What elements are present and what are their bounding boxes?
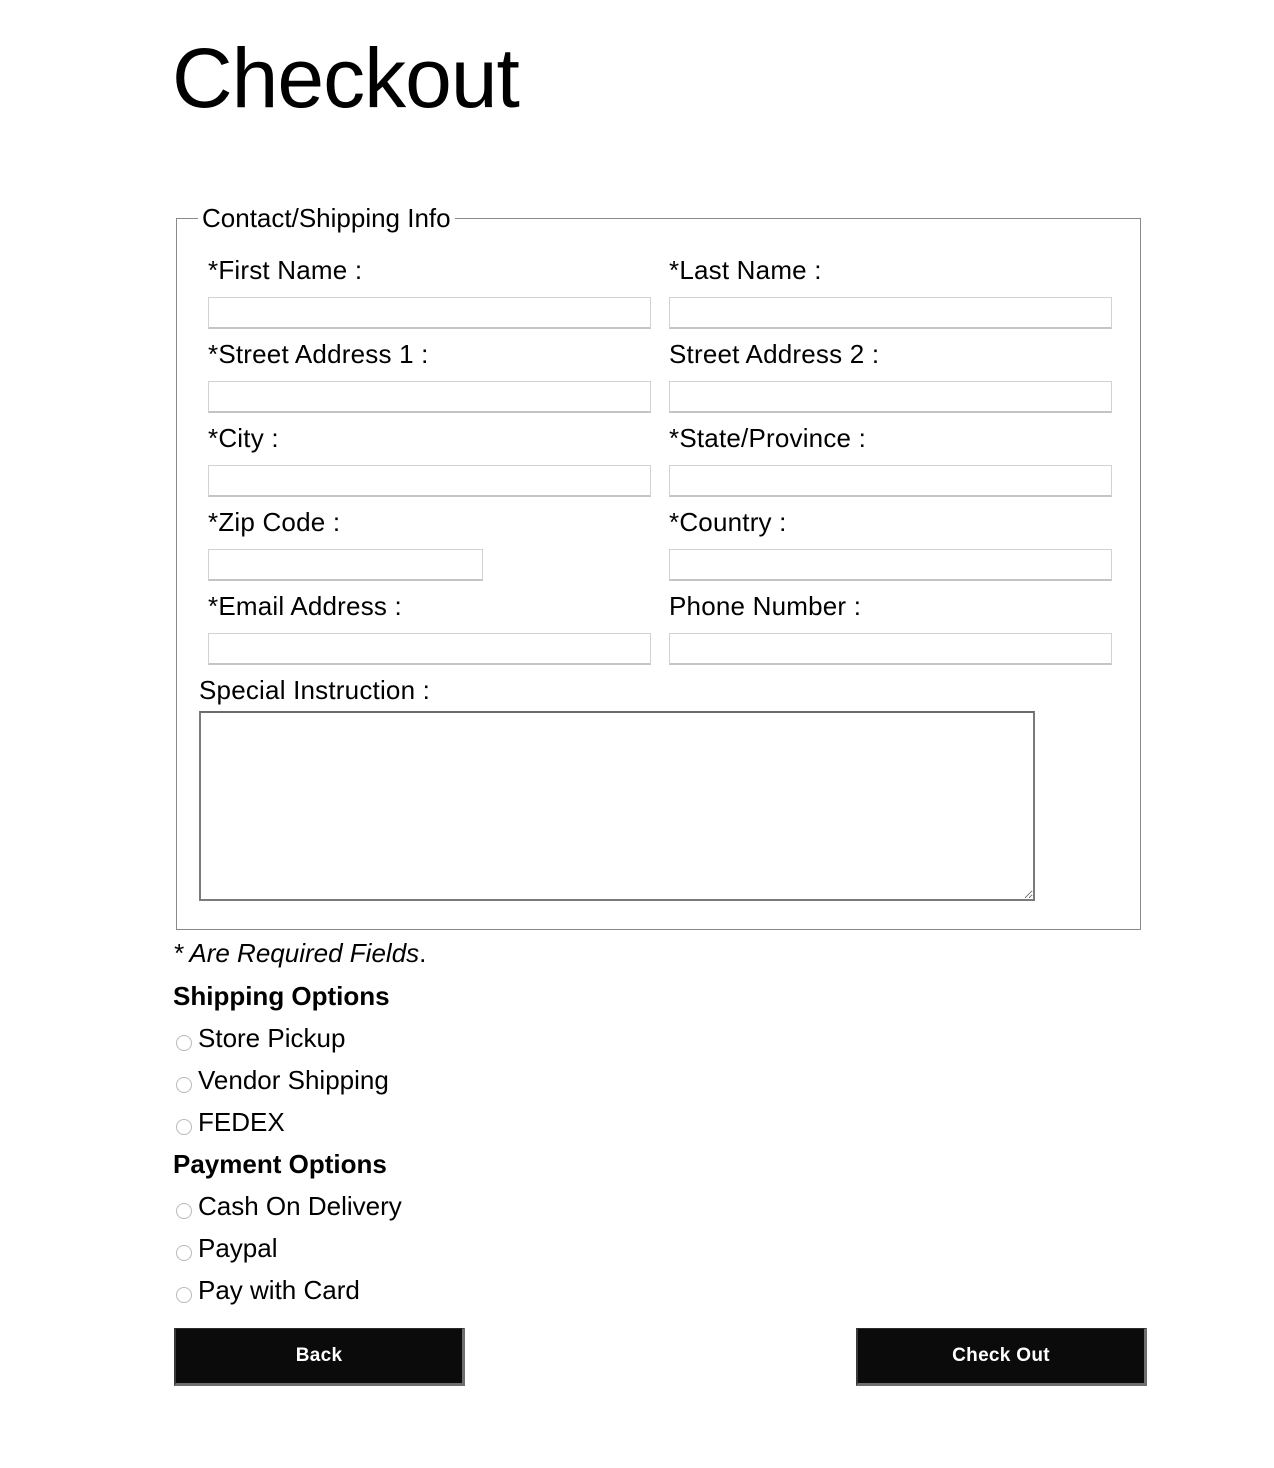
payment-options-heading: Payment Options [173,1149,387,1179]
zip-code-label: *Zip Code : [208,507,341,537]
page-title: Checkout [172,31,519,125]
state-province-input[interactable] [669,465,1112,497]
fieldset-legend: Contact/Shipping Info [198,202,455,234]
shipping-vendor-shipping-radio[interactable] [176,1077,192,1093]
shipping-option-store-pickup[interactable] [173,1021,345,1055]
payment-option-cash-on-delivery[interactable] [173,1189,402,1223]
back-button[interactable]: Back [174,1328,465,1386]
payment-pay-with-card-radio[interactable] [176,1287,192,1303]
payment-pay-with-card-label: Pay with Card [198,1275,360,1305]
payment-paypal-label: Paypal [198,1233,278,1263]
street-address-1-label: *Street Address 1 : [208,339,429,369]
state-province-label: *State/Province : [669,423,867,453]
street-address-2-input[interactable] [669,381,1112,413]
phone-number-label: Phone Number : [669,591,862,621]
shipping-store-pickup-radio[interactable] [176,1035,192,1051]
email-address-input[interactable] [208,633,651,665]
required-fields-note [173,937,426,969]
special-instruction-textarea[interactable] [199,711,1035,901]
payment-paypal-radio[interactable] [176,1245,192,1261]
email-address-label: *Email Address : [208,591,402,621]
country-label: *Country : [669,507,787,537]
city-input[interactable] [208,465,651,497]
last-name-input[interactable] [669,297,1112,329]
check-out-button[interactable]: Check Out [856,1328,1147,1386]
shipping-store-pickup-label: Store Pickup [198,1023,346,1053]
shipping-fedex-label: FEDEX [198,1107,285,1137]
street-address-2-label: Street Address 2 : [669,339,880,369]
zip-code-input[interactable] [208,549,483,581]
shipping-option-fedex[interactable] [173,1105,285,1139]
first-name-label: *First Name : [208,255,363,285]
payment-cash-on-delivery-label: Cash On Delivery [198,1191,402,1221]
required-fields-period: . [419,938,427,968]
country-input[interactable] [669,549,1112,581]
shipping-option-vendor-shipping[interactable] [173,1063,389,1097]
payment-option-paypal[interactable] [173,1231,278,1265]
shipping-vendor-shipping-label: Vendor Shipping [198,1065,389,1095]
shipping-fedex-radio[interactable] [176,1119,192,1135]
payment-cash-on-delivery-radio[interactable] [176,1203,192,1219]
street-address-1-input[interactable] [208,381,651,413]
shipping-options-heading: Shipping Options [173,981,390,1011]
last-name-label: *Last Name : [669,255,822,285]
first-name-input[interactable] [208,297,651,329]
required-fields-text: * Are Required Fields [173,938,420,968]
payment-option-pay-with-card[interactable] [173,1273,360,1307]
special-instruction-label: Special Instruction : [199,675,431,705]
phone-number-input[interactable] [669,633,1112,665]
city-label: *City : [208,423,279,453]
